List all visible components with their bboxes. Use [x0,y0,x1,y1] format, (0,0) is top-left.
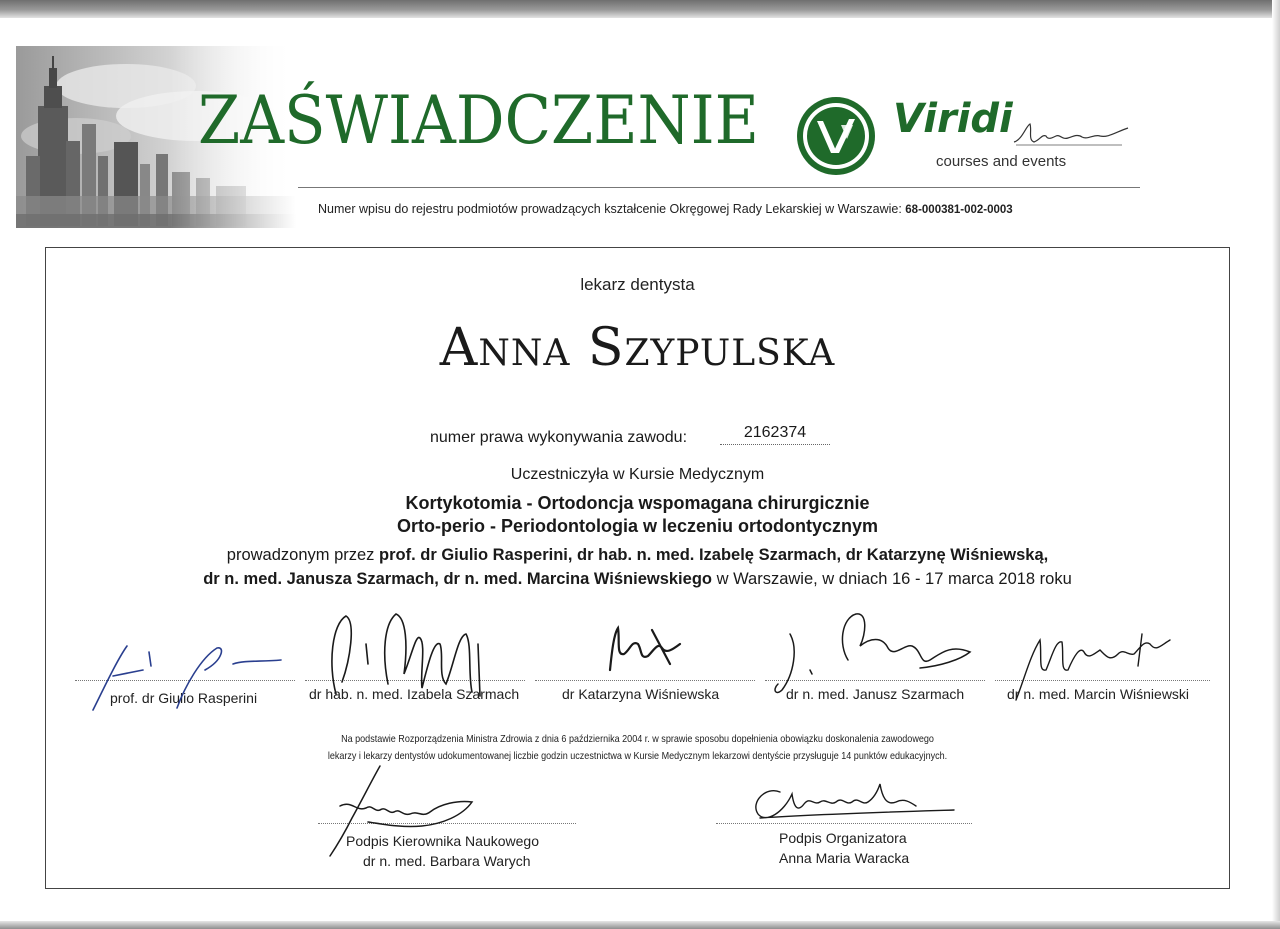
organizer-name: Anna Maria Waracka [779,850,910,866]
signature-rasperini [85,630,285,715]
brand-script-logo [1012,118,1132,148]
course-title-line1: Kortykotomia - Ortodoncja wspomagana chirurgicznie [405,493,870,513]
legal-basis [128,731,1147,765]
led-names-1: prof. dr Giulio Rasperini, dr hab. n. med. Izabelę Szarmach, dr Katarzynę Wiśniewską, [379,546,1049,564]
led-prefix: prowadzonym przez [226,546,380,564]
signature-line-k-wisniewska [535,680,755,681]
signature-m-wisniewski [1010,626,1180,706]
recipient-name: Anna Szypulska [439,318,836,378]
course-lecturers-line2 [45,570,1230,589]
header-divider [298,187,1140,188]
lecturer-name-3: dr Katarzyna Wiśniewska [562,686,720,702]
signature-organizer [740,772,960,832]
legal-line-1: Na podstawie Rozporządzenia Ministra Zdrowia z dnia 6 października 2004 r. w sprawie sposobu dopełnienia obowiązku doskonalenia zawodowego [341,733,934,745]
lecturer-name-4: dr n. med. Janusz Szarmach [786,686,965,702]
scientific-head-label: Podpis Kierownika Naukowego [346,833,539,849]
course-title-line2: Orto-perio - Periodontologia w leczeniu ortodontycznym [396,516,879,536]
brand-tagline: courses and events [936,153,1067,170]
legal-line-2: lekarzy i lekarzy dentystów udokumentowanej liczbie godzin uczestnictwa w Kursie Medycznym lekarzowi dentyście przysługuje 14 punktów edukacyjnych. [327,750,948,762]
registry-text: Numer wpisu do rejestru podmiotów prowadzących kształcenie Okręgowej Rady Lekarskiej w Warszawie: [318,202,906,216]
registry-number: 68-000381-002-0003 [905,204,1013,216]
registry-statement [318,202,1013,216]
course-lecturers-line1 [45,546,1230,565]
scientific-head-name: dr n. med. Barbara Warych [363,853,531,869]
lecturer-name-2: dr hab. n. med. Izabela Szarmach [309,686,520,702]
scan-edge-top [0,0,1280,18]
signature-k-wisniewska [600,620,690,680]
scan-edge-bottom [0,921,1280,929]
license-number: 2162374 [720,424,830,445]
organizer-label: Podpis Organizatora [779,830,907,846]
signature-i-szarmach [322,604,497,704]
scan-edge-right [1272,0,1280,929]
led-place-date: w Warszawie, w dniach 16 - 17 marca 2018 roku [711,570,1072,588]
lecturer-name-1: prof. dr Giulio Rasperini [110,690,258,706]
license-label: numer prawa wykonywania zawodu: [430,429,688,446]
led-names-2: dr n. med. Janusza Szarmach, dr n. med. Marcina Wiśniewskiego [203,570,712,588]
viridi-logo-icon [795,95,877,177]
signature-j-szarmach [770,604,980,704]
brand-name: Viridi [893,96,1013,142]
lecturer-name-5: dr n. med. Marcin Wiśniewski [1007,686,1190,702]
certificate-title: ZAŚWIADCZENIE [198,82,759,159]
recipient-profession: lekarz dentysta [580,275,695,294]
course-intro: Uczestniczyła w Kursie Medycznym [510,466,765,483]
